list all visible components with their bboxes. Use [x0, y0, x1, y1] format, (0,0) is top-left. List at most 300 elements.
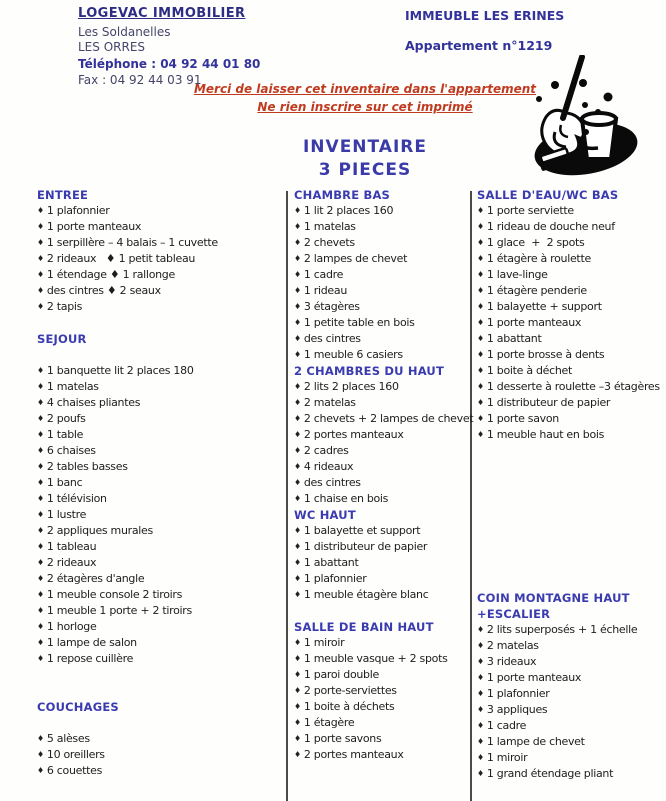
inventory-item: [37, 539, 283, 555]
section-items: [37, 203, 283, 315]
bullet-icon: ♦: [477, 382, 484, 391]
bullet-icon: ♦: [477, 350, 484, 359]
item-text: 2 matelas: [303, 396, 356, 409]
bullet-icon: ♦: [294, 238, 301, 247]
item-text: 1 balayette et support: [303, 524, 421, 537]
inventory-section: [477, 590, 664, 782]
bullet-icon: ♦: [37, 398, 44, 407]
item-text: 2 porte-serviettes: [303, 684, 397, 697]
bullet-icon: ♦: [294, 318, 301, 327]
section-title: SEJOUR: [37, 332, 87, 346]
section-title: ENTREE: [37, 188, 89, 202]
bullet-icon: ♦: [37, 542, 44, 551]
bullet-icon: ♦: [37, 430, 44, 439]
item-text: 1 serpillère – 4 balais – 1 cuvette: [46, 236, 218, 249]
bullet-icon: ♦: [294, 286, 301, 295]
phone-line: Téléphone : 04 92 44 01 80: [78, 56, 261, 71]
inventory-item: [37, 283, 283, 299]
item-text: 1 banc: [46, 476, 83, 489]
section-items: [477, 203, 664, 443]
bullet-icon: ♦: [294, 670, 301, 679]
inventory-section: [37, 187, 283, 315]
section-title: SALLE D'EAU/WC BAS: [477, 188, 619, 202]
bullet-icon: ♦: [37, 222, 44, 231]
inventory-section: [294, 619, 468, 763]
item-text: 1 glace + 2 spots: [486, 236, 585, 249]
item-text: 2 appliques murales: [46, 524, 153, 537]
inventory-item: [477, 251, 664, 267]
inventory-item: [477, 219, 664, 235]
section-title: COIN MONTAGNE HAUT: [477, 591, 630, 605]
bullet-icon: ♦: [294, 718, 301, 727]
inventory-item: [294, 299, 468, 315]
section-title: COUCHAGES: [37, 700, 119, 714]
item-text: 1 abattant: [486, 332, 542, 345]
bullet-icon: ♦: [294, 414, 301, 423]
inventory-item: [294, 699, 468, 715]
inventory-item: [294, 539, 468, 555]
bullet-icon: ♦: [477, 254, 484, 263]
bullet-icon: ♦: [37, 590, 44, 599]
column-salle-eau-coin-montagne: [477, 187, 664, 782]
inventory-item: [37, 203, 283, 219]
bullet-icon: ♦: [37, 574, 44, 583]
notice-line-1: Merci de laisser cet inventaire dans l'appartement: [193, 82, 537, 96]
item-text: 2 rideaux: [46, 556, 97, 569]
bullet-icon: ♦: [477, 430, 484, 439]
bullet-icon: ♦: [294, 542, 301, 551]
item-text: 1 table: [46, 428, 84, 441]
item-text: 2 chevets + 2 lampes de chevet: [303, 412, 474, 425]
item-text: 2 cadres: [303, 444, 349, 457]
section-items: [294, 635, 468, 763]
inventory-item: [294, 587, 468, 603]
item-text: 1 télévision: [46, 492, 107, 505]
item-text: 1 distributeur de papier: [303, 540, 428, 553]
item-text: 1 matelas: [46, 380, 99, 393]
bullet-icon: ♦: [477, 414, 484, 423]
item-text: 1 grand étendage pliant: [486, 767, 614, 780]
bullet-icon: ♦: [294, 558, 301, 567]
inventory-item: [37, 747, 283, 763]
inventory-item: [477, 427, 664, 443]
item-text: 1 meuble vasque + 2 spots: [303, 652, 448, 665]
bullet-icon: ♦: [37, 526, 44, 535]
inventory-section: [37, 331, 283, 667]
inventory-item: [294, 635, 468, 651]
item-text: 1 cadre: [303, 268, 344, 281]
bullet-icon: ♦: [37, 206, 44, 215]
inventory-item: [37, 523, 283, 539]
inventory-item: [294, 683, 468, 699]
inventory-item: [37, 587, 283, 603]
inventory-item: [477, 363, 664, 379]
bullet-icon: ♦: [37, 414, 44, 423]
inventory-item: [37, 475, 283, 491]
item-text: 1 banquette lit 2 places 180: [46, 364, 194, 377]
bullet-icon: ♦: [294, 206, 301, 215]
inventory-item: [37, 379, 283, 395]
inventory-item: [294, 571, 468, 587]
item-text: 1 étendage ♦ 1 rallonge: [46, 268, 175, 281]
item-text: 1 meuble étagère blanc: [303, 588, 429, 601]
inventory-item: [37, 555, 283, 571]
bullet-icon: ♦: [37, 638, 44, 647]
inventory-item: [294, 459, 468, 475]
inventory-item: [294, 491, 468, 507]
inventory-item: [294, 523, 468, 539]
item-text: 1 étagère penderie: [486, 284, 587, 297]
inventory-item: [37, 411, 283, 427]
bullet-icon: ♦: [477, 737, 484, 746]
bullet-icon: ♦: [477, 689, 484, 698]
item-text: 1 distributeur de papier: [486, 396, 611, 409]
company-name: LOGEVAC IMMOBILIER: [78, 6, 246, 21]
bullet-icon: ♦: [37, 654, 44, 663]
inventory-item: [477, 331, 664, 347]
bullet-icon: ♦: [294, 270, 301, 279]
item-text: 1 porte serviette: [486, 204, 574, 217]
inventory-item: [294, 427, 468, 443]
bullet-icon: ♦: [37, 286, 44, 295]
item-text: 1 étagère: [303, 716, 355, 729]
item-text: 1 meuble console 2 tiroirs: [46, 588, 183, 601]
bullet-icon: ♦: [37, 622, 44, 631]
bullet-icon: ♦: [294, 638, 301, 647]
inventory-item: [477, 347, 664, 363]
bullet-icon: ♦: [37, 606, 44, 615]
bullet-icon: ♦: [37, 238, 44, 247]
inventory-item: [294, 715, 468, 731]
section-items: [294, 203, 468, 363]
item-text: 2 tables basses: [46, 460, 128, 473]
item-text: 1 chaise en bois: [303, 492, 389, 505]
inventory-item: [37, 395, 283, 411]
inventory-item: [37, 267, 283, 283]
inventory-item: [477, 235, 664, 251]
item-text: 2 matelas: [486, 639, 539, 652]
inventory-item: [37, 235, 283, 251]
bullet-icon: ♦: [294, 398, 301, 407]
inventory-item: [37, 635, 283, 651]
item-text: 1 porte manteaux: [486, 316, 582, 329]
bullet-icon: ♦: [477, 286, 484, 295]
inventory-item: [294, 203, 468, 219]
item-text: 1 porte brosse à dents: [486, 348, 605, 361]
inventory-item: [294, 411, 474, 427]
bullet-icon: ♦: [477, 334, 484, 343]
item-text: 1 porte manteaux: [486, 671, 582, 684]
bullet-icon: ♦: [294, 350, 301, 359]
item-text: 1 tableau: [46, 540, 97, 553]
bullet-icon: ♦: [37, 558, 44, 567]
item-text: 1 abattant: [303, 556, 359, 569]
bullet-icon: ♦: [477, 206, 484, 215]
bullet-icon: ♦: [294, 222, 301, 231]
bullet-icon: ♦: [37, 510, 44, 519]
item-text: 1 repose cuillère: [46, 652, 134, 665]
inventory-item: [294, 475, 468, 491]
column-divider-2: [470, 191, 472, 801]
bullet-icon: ♦: [37, 366, 44, 375]
inventory-item: [37, 219, 283, 235]
inventory-item: [477, 734, 664, 750]
inventory-item: [477, 718, 664, 734]
bullet-icon: ♦: [477, 222, 484, 231]
item-text: 3 étagères: [303, 300, 360, 313]
inventory-item: [37, 459, 283, 475]
inventory-item: [477, 686, 664, 702]
item-text: 1 cadre: [486, 719, 527, 732]
bullet-icon: ♦: [477, 705, 484, 714]
item-text: 2 portes manteaux: [303, 428, 404, 441]
item-text: 3 rideaux: [486, 655, 537, 668]
item-text: 2 poufs: [46, 412, 86, 425]
bullet-icon: ♦: [37, 302, 44, 311]
section-items: [37, 731, 283, 779]
bullet-icon: ♦: [294, 334, 301, 343]
item-text: 1 porte manteaux: [46, 220, 142, 233]
inventory-item: [477, 203, 664, 219]
agency-header: [78, 6, 260, 89]
inventory-item: [37, 571, 283, 587]
inventory-item: [477, 267, 664, 283]
item-text: 2 lampes de chevet: [303, 252, 408, 265]
inventory-item: [294, 267, 468, 283]
bullet-icon: ♦: [294, 702, 301, 711]
item-text: 1 plafonnier: [46, 204, 110, 217]
section-title-line2: +ESCALIER: [477, 607, 551, 621]
bullet-icon: ♦: [37, 734, 44, 743]
bullet-icon: ♦: [37, 750, 44, 759]
mop-and-bucket-icon: [518, 55, 660, 183]
bullet-icon: ♦: [477, 398, 484, 407]
item-text: 1 meuble haut en bois: [486, 428, 605, 441]
inventory-item: [37, 299, 283, 315]
item-text: 3 appliques: [486, 703, 548, 716]
inventory-item: [37, 443, 283, 459]
bullet-icon: ♦: [477, 238, 484, 247]
fax-line: Fax : 04 92 44 03 91: [78, 73, 202, 87]
bullet-icon: ♦: [294, 750, 301, 759]
inventory-item: [294, 347, 468, 363]
item-text: 2 lits 2 places 160: [303, 380, 399, 393]
inventory-item: [37, 507, 283, 523]
item-text: 4 rideaux: [303, 460, 354, 473]
item-text: des cintres ♦ 2 seaux: [46, 284, 161, 297]
item-text: 5 alèses: [46, 732, 90, 745]
item-text: 1 lit 2 places 160: [303, 204, 394, 217]
inventory-item: [294, 651, 468, 667]
item-text: 1 paroi double: [303, 668, 379, 681]
inventory-item: [294, 219, 468, 235]
inventory-item: [477, 379, 664, 395]
bullet-icon: ♦: [37, 254, 44, 263]
inventory-item: [37, 731, 283, 747]
inventory-item: [477, 411, 664, 427]
inventory-item: [37, 491, 283, 507]
bullet-icon: ♦: [37, 494, 44, 503]
inventory-item: [294, 747, 468, 763]
item-text: 1 lave-linge: [486, 268, 548, 281]
bullet-icon: ♦: [294, 478, 301, 487]
inventory-item: [37, 763, 283, 779]
bullet-icon: ♦: [477, 753, 484, 762]
item-text: 1 lampe de chevet: [486, 735, 585, 748]
bullet-icon: ♦: [37, 446, 44, 455]
item-text: 1 meuble 6 casiers: [303, 348, 403, 361]
inventory-section: [294, 363, 474, 507]
section-items: [477, 622, 664, 782]
bullet-icon: ♦: [477, 721, 484, 730]
item-text: 1 miroir: [303, 636, 345, 649]
city-name: LES ORRES: [78, 40, 146, 54]
inventory-item: [477, 638, 664, 654]
bullet-icon: ♦: [294, 686, 301, 695]
inventory-item: [294, 731, 468, 747]
item-text: 1 porte savons: [303, 732, 382, 745]
document-title-block: [250, 136, 480, 182]
inventory-item: [477, 283, 664, 299]
item-text: 1 étagère à roulette: [486, 252, 591, 265]
bullet-icon: ♦: [294, 654, 301, 663]
bullet-icon: ♦: [294, 446, 301, 455]
item-text: 1 meuble 1 porte + 2 tiroirs: [46, 604, 192, 617]
item-text: 1 horloge: [46, 620, 97, 633]
bullet-icon: ♦: [294, 254, 301, 263]
inventory-section: [477, 187, 664, 443]
item-text: 4 chaises pliantes: [46, 396, 141, 409]
notice-text: [185, 80, 545, 116]
bullet-icon: ♦: [294, 382, 301, 391]
item-text: 2 rideaux ♦ 1 petit tableau: [46, 252, 196, 265]
column-chambres-wc-sdb: [294, 187, 474, 763]
item-text: 1 rideau de douche neuf: [486, 220, 615, 233]
item-text: 1 lustre: [46, 508, 87, 521]
item-text: 6 chaises: [46, 444, 96, 457]
bullet-icon: ♦: [294, 302, 301, 311]
inventory-item: [37, 651, 283, 667]
inventory-item: [477, 622, 664, 638]
bullet-icon: ♦: [294, 734, 301, 743]
column-divider-1: [286, 191, 288, 801]
item-text: des cintres: [303, 476, 361, 489]
item-text: 1 plafonnier: [486, 687, 550, 700]
item-text: 1 boite à déchets: [303, 700, 395, 713]
bullet-icon: ♦: [477, 641, 484, 650]
item-text: 10 oreillers: [46, 748, 105, 761]
inventory-item: [477, 299, 664, 315]
section-title: WC HAUT: [294, 508, 356, 522]
bullet-icon: ♦: [294, 494, 301, 503]
inventory-item: [294, 331, 468, 347]
item-text: 2 étagères d'angle: [46, 572, 145, 585]
bullet-icon: ♦: [37, 478, 44, 487]
item-text: 2 tapis: [46, 300, 83, 313]
inventory-item: [37, 619, 283, 635]
inventory-item: [294, 555, 468, 571]
inventory-item: [37, 363, 283, 379]
bullet-icon: ♦: [294, 574, 301, 583]
inventory-item: [294, 235, 468, 251]
bullet-icon: ♦: [477, 673, 484, 682]
bullet-icon: ♦: [37, 382, 44, 391]
notice-line-2: Ne rien inscrire sur cet imprimé: [257, 100, 473, 114]
item-text: 1 balayette + support: [486, 300, 602, 313]
document-subtitle: 3 PIECES: [318, 160, 412, 180]
inventory-item: [477, 395, 664, 411]
bullet-icon: ♦: [294, 462, 301, 471]
item-text: 1 rideau: [303, 284, 348, 297]
bullet-icon: ♦: [37, 270, 44, 279]
inventory-item: [294, 315, 468, 331]
inventory-item: [294, 395, 468, 411]
bullet-icon: ♦: [294, 430, 301, 439]
bullet-icon: ♦: [477, 366, 484, 375]
inventory-item: [477, 766, 664, 782]
inventory-item: [477, 654, 664, 670]
inventory-item: [477, 670, 664, 686]
inventory-section: [294, 187, 468, 363]
inventory-item: [477, 315, 664, 331]
inventory-section: [37, 699, 283, 779]
item-text: 1 lampe de salon: [46, 636, 137, 649]
inventory-item: [294, 443, 468, 459]
section-title: 2 CHAMBRES DU HAUT: [294, 364, 445, 378]
bullet-icon: ♦: [477, 270, 484, 279]
inventory-item: [37, 251, 283, 267]
item-text: 2 lits superposés + 1 échelle: [486, 623, 638, 636]
item-text: 1 porte savon: [486, 412, 559, 425]
bullet-icon: ♦: [477, 657, 484, 666]
inventory-item: [294, 667, 468, 683]
inventory-item: [477, 702, 664, 718]
item-text: 1 boite à déchet: [486, 364, 573, 377]
inventory-item: [294, 283, 468, 299]
bullet-icon: ♦: [477, 318, 484, 327]
section-items: [294, 379, 474, 507]
bullet-icon: ♦: [37, 766, 44, 775]
bullet-icon: ♦: [477, 625, 484, 634]
residence-name: Les Soldanelles: [78, 24, 171, 39]
inventory-item: [37, 427, 283, 443]
item-text: 6 couettes: [46, 764, 103, 777]
inventory-item: [294, 379, 468, 395]
inventory-item: [477, 750, 664, 766]
document-title: INVENTAIRE: [302, 137, 427, 157]
section-title: CHAMBRE BAS: [294, 188, 391, 202]
inventory-item: [294, 251, 468, 267]
bullet-icon: ♦: [477, 302, 484, 311]
inventory-item: [37, 603, 283, 619]
item-text: 1 miroir: [486, 751, 528, 764]
inventory-section: [294, 507, 468, 603]
item-text: 2 portes manteaux: [303, 748, 404, 761]
item-text: 1 plafonnier: [303, 572, 367, 585]
apartment-number: Appartement n°1219: [405, 38, 553, 53]
bullet-icon: ♦: [37, 462, 44, 471]
item-text: 1 desserte à roulette –3 étagères: [486, 380, 660, 393]
section-items: [294, 523, 468, 603]
bullet-icon: ♦: [294, 526, 301, 535]
bullet-icon: ♦: [294, 590, 301, 599]
item-text: 1 petite table en bois: [303, 316, 415, 329]
building-name: IMMEUBLE LES ERINES: [405, 8, 565, 23]
section-title: SALLE DE BAIN HAUT: [294, 620, 434, 634]
section-items: [37, 363, 283, 667]
building-header: [405, 8, 564, 53]
item-text: des cintres: [303, 332, 361, 345]
